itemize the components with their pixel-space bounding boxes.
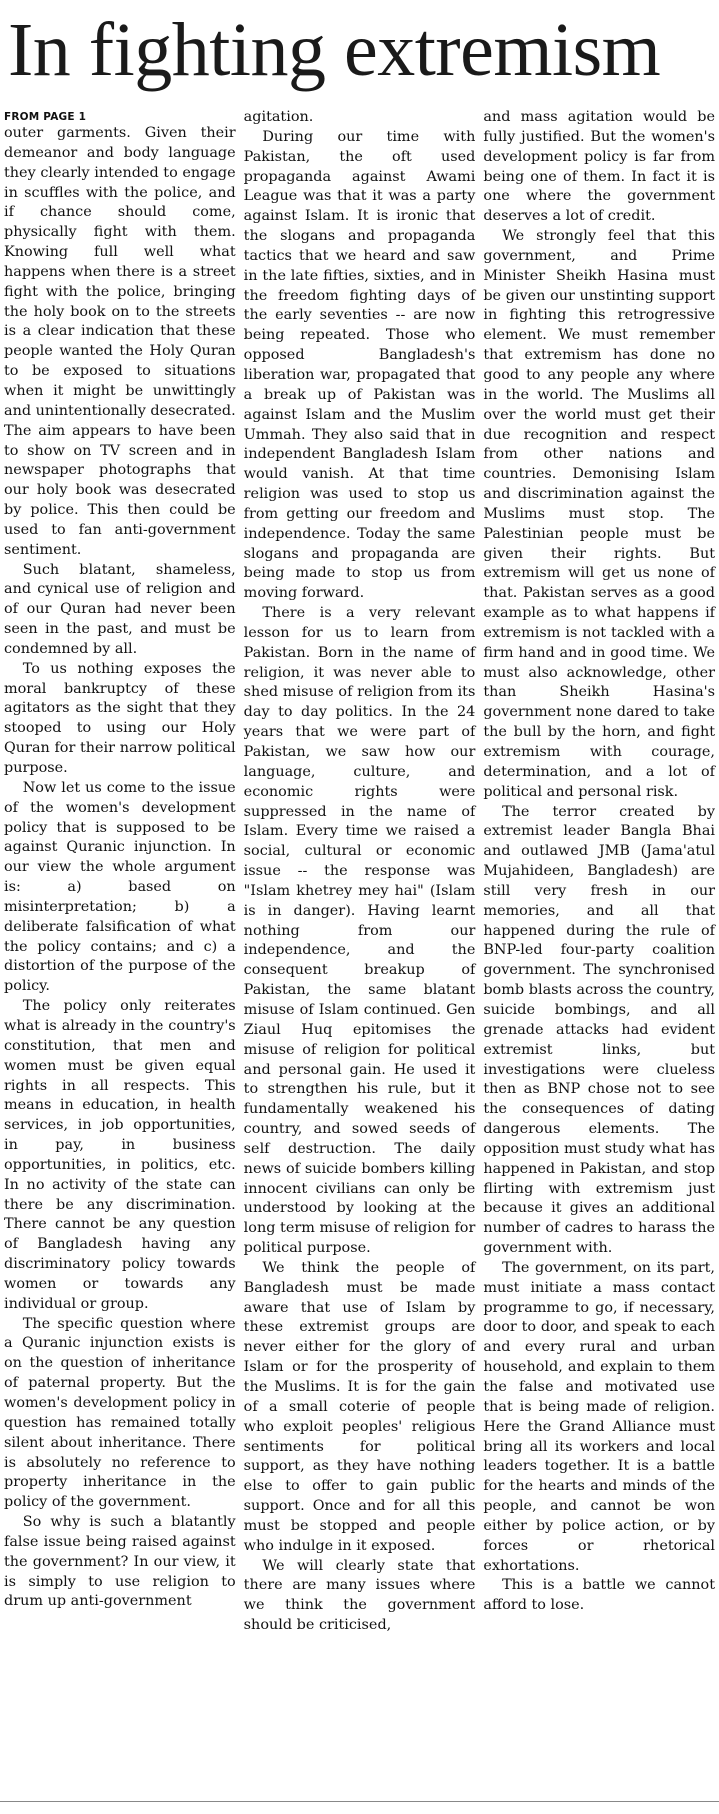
column-2 (244, 108, 476, 1794)
article-body (4, 108, 715, 1794)
paragraph: Now let us come to the issue of the women's development policy that is supposed to be against Quranic injunction. In our view the whole argument is: a) based on misinterpretation; b) a deliberate falsification of what the policy contains; and c) a distortion of the purpose of the policy. (4, 779, 236, 995)
paragraph: We will clearly state that there are many issues where we think the government should be criticised, (243, 1557, 476, 1634)
paragraph: agitation. (243, 109, 314, 125)
paragraph: So why is such a blatantly false issue being raised against the government? In our view, it is simply to use religion to drum up anti-government (4, 1514, 236, 1610)
column-1 (4, 108, 236, 1794)
paragraph: We strongly feel that this government, and Prime Minister Sheikh Hasina must be given our unstinting support in fighting this retrogressive element. We must remember that extremism has done no good to any people any where in the world. The Muslims all over the world must get their due recognition and respect from other nations and countries. Demonising Islam and discrimination against the Muslims must stop. The Palestinian people must be given their rights. But extremism will get us none of that. Pakistan serves as a good example as to what happens if extremism is not tackled with a firm hand and in good time. We must also acknowledge, other than Sheikh Hasina's government none dared to take the bull by the horn, and fight extremism with courage, determination, and a lot of political and personal risk. (483, 228, 716, 800)
column-3 (483, 108, 715, 1794)
paragraph: The terror created by extremist leader Bangla Bhai and outlawed JMB (Jama'atul Mujahideen, Bangladesh) are still very fresh in our memories, and all that happened during the rule of BNP-led four-party coalition government. The synchronised bomb blasts across the country, suicide bombings, and all grenade attacks had evident extremist links, but investigations were clueless then as BNP chose not to see the consequences of dating dangerous elements. The opposition must study what has happened in Pakistan, and stop flirting with extremism just because it gives an additional number of cadres to harass the government with. (483, 803, 716, 1257)
continued-from-label: FROM PAGE 1 (4, 111, 87, 123)
paragraph: The government, on its part, must initiate a mass contact programme to go, if necessary, door to door, and speak to each and every rural and urban household, and explain to them the false and motivated use that is being made of religion. Here the Grand Alliance must bring all its workers and local leaders together. It is a battle for the hearts and minds of the people, and cannot be won either by police action, or by forces or rhetorical exhortations. (483, 1259, 716, 1574)
paragraph: We think the people of Bangladesh must be made aware that use of Islam by these extremist groups are never either for the glory of Islam or for the prosperity of the Muslims. It is for the gain of a small coterie of people who exploit peoples' religious sentiments for political support, as they have nothing else to offer to gain public support. Once and for all this must be stopped and people who indulge in it exposed. (243, 1259, 476, 1554)
paragraph: There is a very relevant lesson for us to learn from Pakistan. Born in the name of religion, it was never able to shed misuse of religion from its day to day politics. In the 24 years that we were part of Pakistan, we saw how our language, culture, and economic rights were suppressed in the name of Islam. Every time we raised a social, cultural or economic issue -- the response was "Islam khetrey mey hai" (Islam is in danger). Having learnt nothing from our independence, and the consequent breakup of Pakistan, the same blatant misuse of Islam continued. Gen Ziaul Huq epitomises the misuse of religion for political and personal gain. He used it to strengthen his rule, but it fundamentally weakened his country, and sowed seeds of self destruction. The daily news of suicide bombers killing innocent civilians can only be understood by looking at the long term misuse of religion for political purpose. (243, 605, 476, 1257)
bottom-rule (0, 1801, 719, 1802)
paragraph: To us nothing exposes the moral bankruptcy of these agitators as the sight that they stooped to using our Holy Quran for their narrow political purpose. (4, 660, 236, 776)
paragraph: The policy only reiterates what is already in the country's constitution, that men and women must be given equal rights in all respects. This means in education, in health services, in job opportunities, in pay, in business opportunities, in politics, etc. In no activity of the state can there be any discrimination. There cannot be any question of Bangladesh having any discriminatory policy towards women or towards any individual or group. (4, 998, 236, 1312)
paragraph: and mass agitation would be fully justified. But the women's development policy is far from being one of them. In fact it is one where the government deserves a lot of credit. (483, 109, 716, 225)
paragraph: During our time with Pakistan, the oft used propaganda against Awami League was that it was a party against Islam. It is ironic that the slogans and propaganda tactics that we heard and saw in the late fifties, sixties, and in the freedom fighting days of the early seventies -- are now being repeated. Those who opposed Bangladesh's liberation war, propagated that a break up of Pakistan was against Islam and the Muslim Ummah. They also said that in independent Bangladesh Islam would vanish. At that time religion was used to stop us from getting our freedom and independence. Today the same slogans and propaganda are being made to stop us from moving forward. (243, 128, 476, 602)
paragraph: The specific question where a Quranic injunction exists is on the question of inheritance of paternal property. But the women's development policy in question has remained totally silent about inheritance. There is absolutely no reference to property inheritance in the policy of the government. (4, 1315, 236, 1511)
paragraph: Such blatant, shameless, and cynical use of religion and of our Quran had never been seen in the past, and must be condemned by all. (4, 561, 236, 657)
paragraph: This is a battle we cannot afford to lose. (483, 1577, 716, 1614)
headline: In fighting extremism (8, 8, 661, 92)
paragraph: outer garments. Given their demeanor and body language they clearly intended to engage in scuffles with the police, and if chance should come, physically fight with them. Knowing full well what happens when there is a street fight with the police, bringing the holy book on to the streets is a clear indication that these people wanted the Holy Quran to be exposed to situations when it might be unwittingly and unintentionally desecrated. The aim appears to have been to show on TV screen and in newspaper photographs that our holy book was desecrated by police. This then could be used to fan anti-government sentiment. (4, 125, 236, 558)
